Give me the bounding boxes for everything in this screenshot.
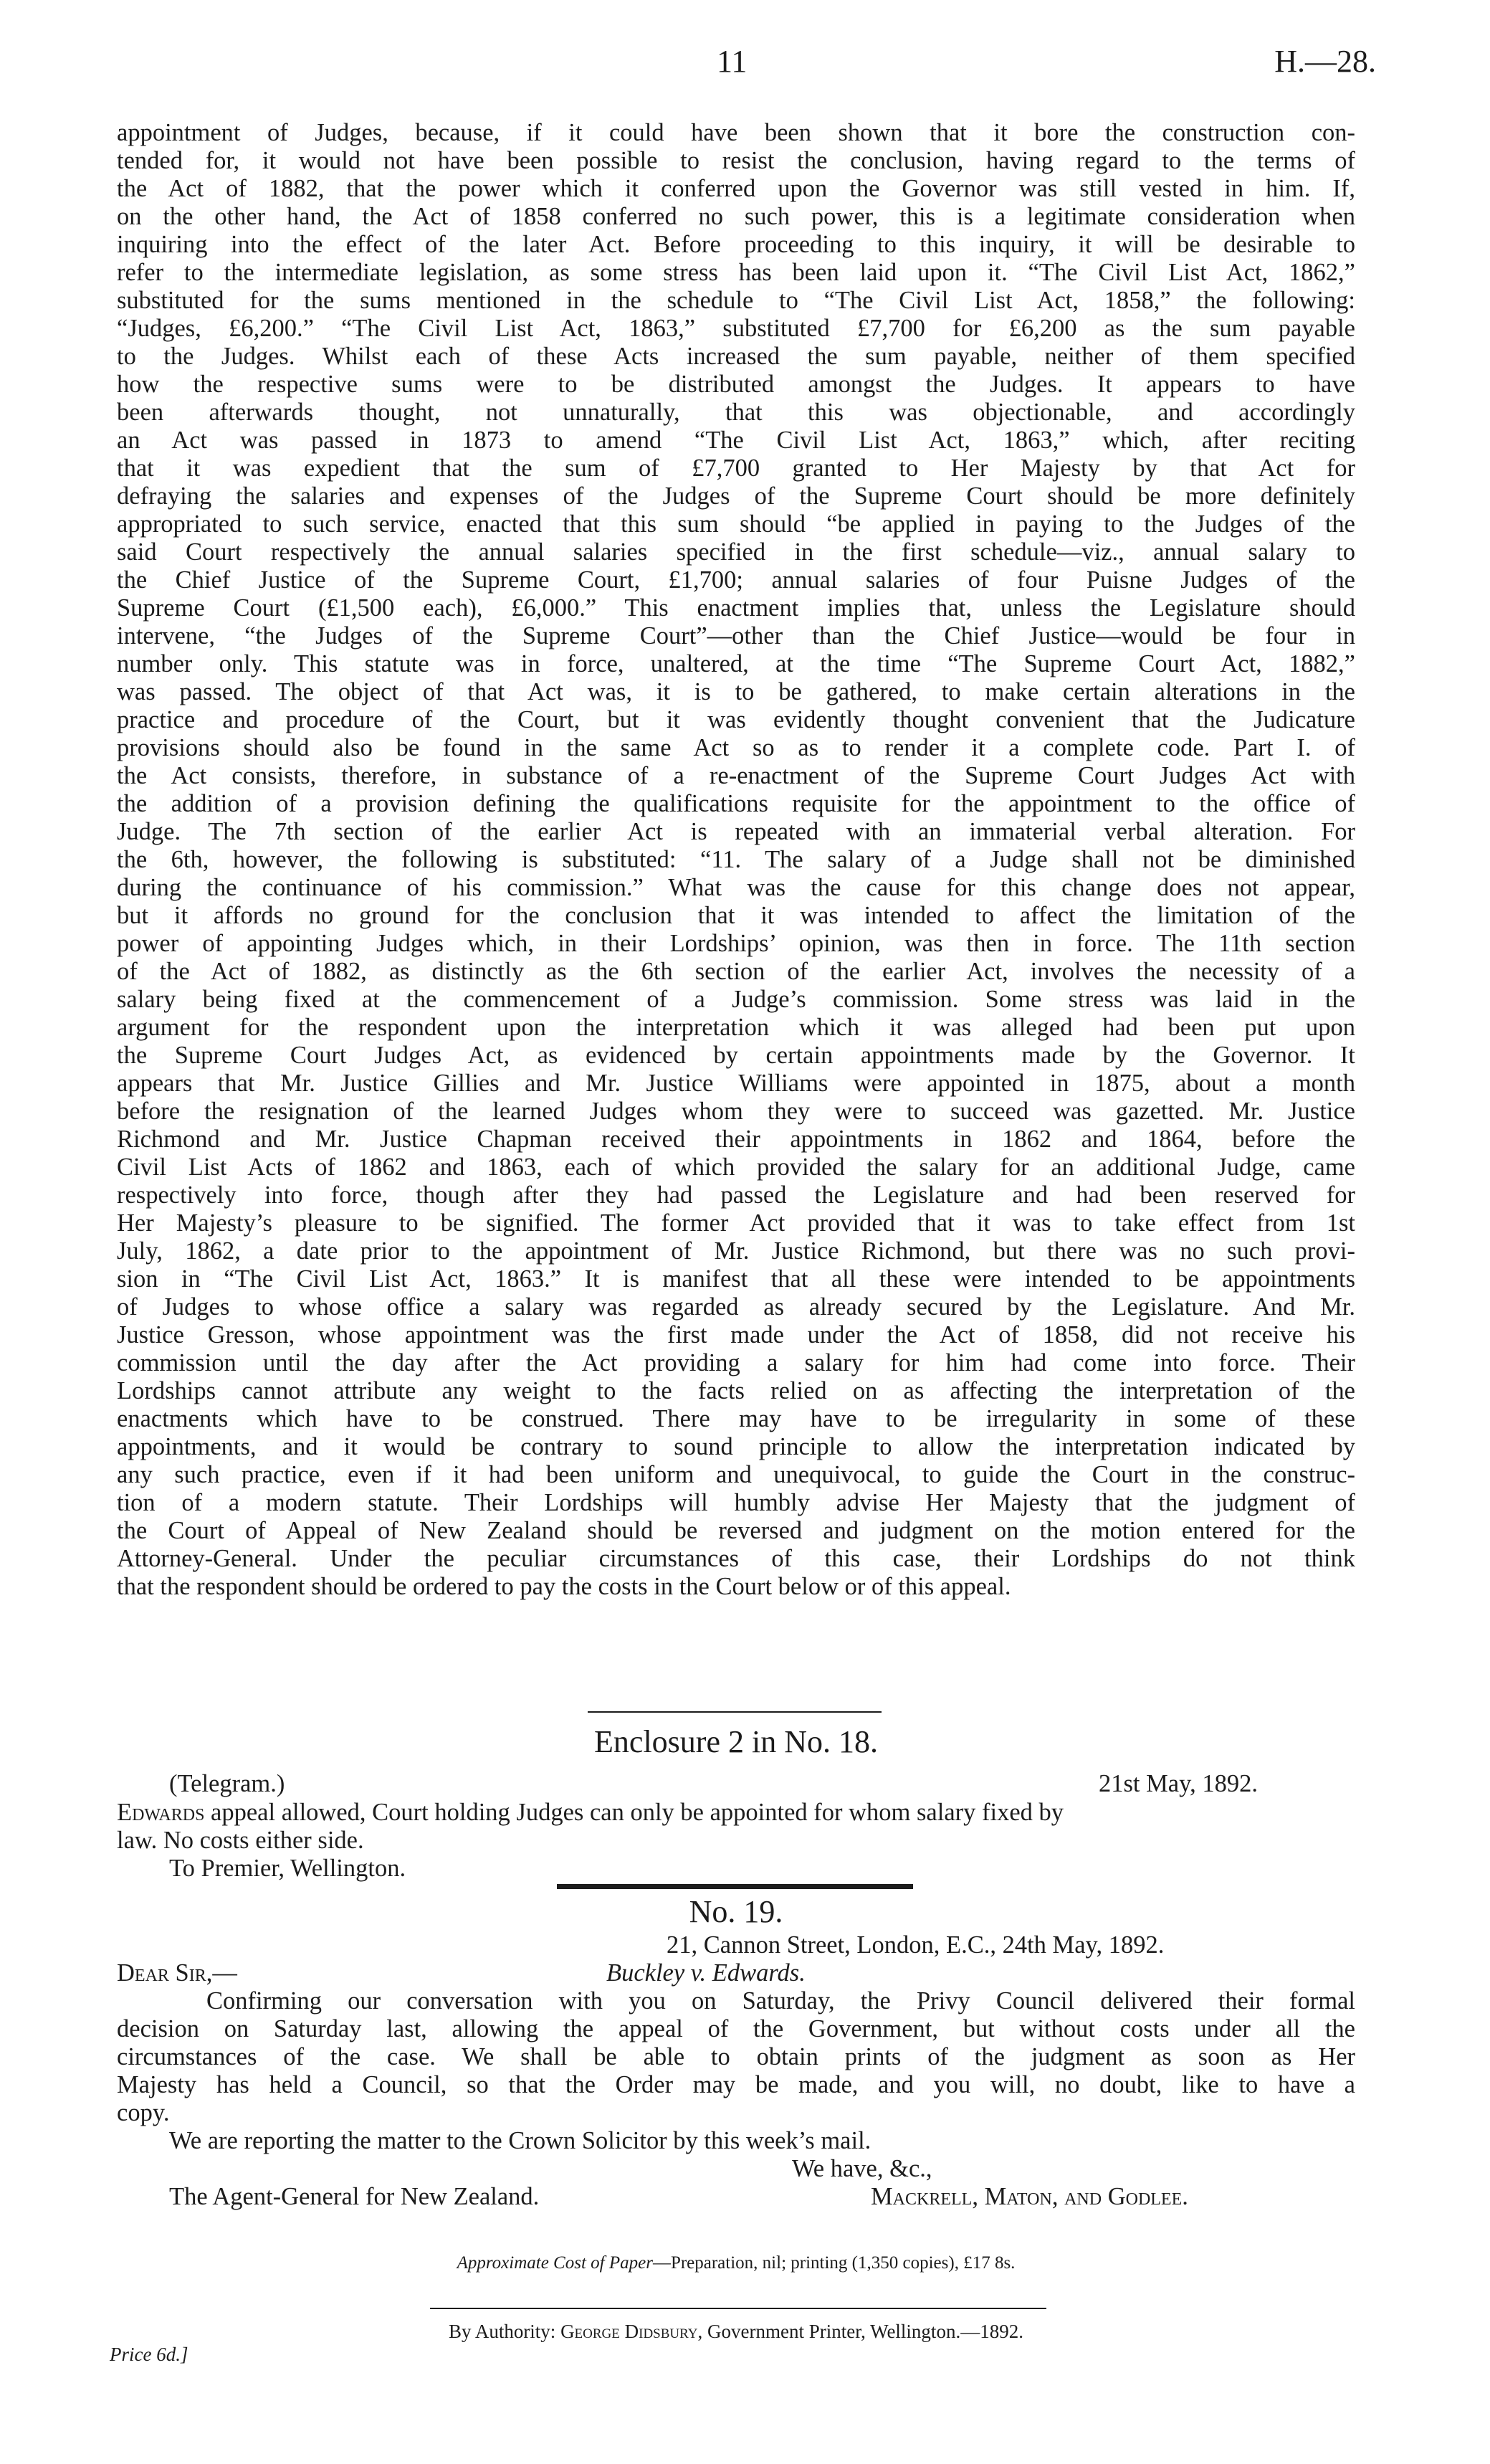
text-line: commission until the day after the Act providing a salary for him had come into force. Their — [117, 1349, 1355, 1376]
authority-prefix: By Authority: — [449, 2321, 556, 2342]
case-title-text: Buckley v. Edwards. — [606, 1959, 806, 1987]
text-line: appears that Mr. Justice Gillies and Mr. Justice Williams were appointed in 1875, about a month — [117, 1070, 1355, 1097]
text-line: “Judges, £6,200.” “The Civil List Act, 1863,” substituted £7,700 for £6,200 as the sum payable — [117, 315, 1355, 342]
text-line: substituted for the sums mentioned in the schedule to “The Civil List Act, 1858,” the following: — [117, 287, 1355, 314]
text-line: of the Act of 1882, as distinctly as the 6th section of the earlier Act, involves the necessity of a — [117, 958, 1355, 985]
text-line: any such practice, even if it had been uniform and unequivocal, to guide the Court in the construc- — [117, 1461, 1355, 1488]
telegram-body-line-2: law. No costs either side. — [117, 1827, 364, 1854]
text-line: appointment of Judges, because, if it could have been shown that it bore the construction con- — [117, 119, 1355, 146]
telegram-recipient: To Premier, Wellington. — [169, 1855, 406, 1882]
price-label: Price 6d.] — [110, 2344, 188, 2365]
text-line: was passed. The object of that Act was, it is to be gathered, to make certain alterations in the — [117, 678, 1355, 705]
letter-line: Confirming our conversation with you on Saturday, the Privy Council delivered their formal — [206, 1987, 1355, 2015]
letter-heading: No. 19. — [689, 1894, 783, 1929]
section-divider-bold — [557, 1884, 913, 1889]
text-line: how the respective sums were to be distributed amongst the Judges. It appears to have — [117, 371, 1355, 398]
letter-signatories: Mackrell, Maton, and Godlee. — [871, 2183, 1188, 2210]
text-line: practice and procedure of the Court, but it was evidently thought convenient that the Judicature — [117, 706, 1355, 733]
text-line: the Act of 1882, that the power which it conferred upon the Governor was still vested in him. If, — [117, 175, 1355, 202]
text-line: said Court respectively the annual salaries specified in the first schedule—viz., annual salary to — [117, 538, 1355, 566]
text-line: Attorney-General. Under the peculiar circumstances of this case, their Lordships do not think — [117, 1545, 1355, 1572]
letter-salutation: Dear Sir,— — [117, 1959, 237, 1987]
text-line: that it was expedient that the sum of £7,700 granted to Her Majesty by that Act for — [117, 455, 1355, 482]
telegram-label: (Telegram.) — [169, 1770, 285, 1797]
cost-label: Approximate Cost of Paper — [457, 2253, 653, 2273]
letter-case-title — [606, 1959, 806, 1987]
printer-name: George Didsbury — [560, 2321, 698, 2342]
letter-closing: We have, &c., — [792, 2155, 932, 2182]
telegram-body-line-1 — [117, 1799, 1064, 1827]
text-line: Civil List Acts of 1862 and 1863, each of which provided the salary for an additional Judge, came — [117, 1153, 1355, 1181]
text-line: the Act consists, therefore, in substance of a re-enactment of the Supreme Court Judges Act with — [117, 762, 1355, 789]
text-line: during the continuance of his commission.” What was the cause for this change does not appear, — [117, 874, 1355, 901]
text-line: July, 1862, a date prior to the appointment of Mr. Justice Richmond, but there was no such provi- — [117, 1237, 1355, 1265]
text-line: refer to the intermediate legislation, as some stress has been laid upon it. “The Civil List Act, 1862,” — [117, 259, 1355, 286]
text-line: provisions should also be found in the same Act so as to render it a complete code. Part I. of — [117, 734, 1355, 761]
letter-address: 21, Cannon Street, London, E.C., 24th May, 1892. — [667, 1931, 1165, 1959]
letter-reporting: We are reporting the matter to the Crown Solicitor by this week’s mail. — [169, 2127, 871, 2154]
telegram-sender: Edwards — [117, 1799, 205, 1826]
text-line: Richmond and Mr. Justice Chapman received their appointments in 1862 and 1864, before the — [117, 1126, 1355, 1153]
authority-suffix: , Government Printer, Wellington.—1892. — [697, 2321, 1023, 2342]
footer-rule — [430, 2308, 1046, 2309]
document-reference: H.—28. — [1274, 44, 1376, 79]
authority-line — [117, 2321, 1355, 2343]
text-line: enactments which have to be construed. There may have to be irregularity in some of these — [117, 1405, 1355, 1432]
letter-paragraph — [117, 1987, 1355, 2127]
enclosure-heading: Enclosure 2 in No. 18. — [594, 1724, 878, 1759]
text-line: appropriated to such service, enacted that this sum should “be applied in paying to the Judges of the — [117, 510, 1355, 538]
text-line: Her Majesty’s pleasure to be signified. The former Act provided that it was to take effect from 1st — [117, 1209, 1355, 1237]
cost-detail: —Preparation, nil; printing (1,350 copies), £17 8s. — [652, 2253, 1016, 2273]
text-line: the Chief Justice of the Supreme Court, £1,700; annual salaries of four Puisne Judges of the — [117, 566, 1355, 594]
text-line: the addition of a provision defining the qualifications requisite for the appointment to the office of — [117, 790, 1355, 817]
text-line: but it affords no ground for the conclusion that it was intended to affect the limitation of the — [117, 902, 1355, 929]
text-line: argument for the respondent upon the interpretation which it was alleged had been put upon — [117, 1014, 1355, 1041]
page-number: 11 — [717, 44, 748, 79]
text-line: of Judges to whose office a salary was regarded as already secured by the Legislature. And Mr. — [117, 1293, 1355, 1321]
text-line: tion of a modern statute. Their Lordships will humbly advise Her Majesty that the judgment of — [117, 1489, 1355, 1516]
text-line: Justice Gresson, whose appointment was the first made under the Act of 1858, did not receive his — [117, 1321, 1355, 1348]
text-line: to the Judges. Whilst each of these Acts increased the sum payable, neither of them specified — [117, 343, 1355, 370]
text-line: before the resignation of the learned Judges whom they were to succeed was gazetted. Mr. Justice — [117, 1098, 1355, 1125]
letter-recipient: The Agent-General for New Zealand. — [169, 2183, 540, 2210]
text-line: the Court of Appeal of New Zealand should be reversed and judgment on the motion entered for the — [117, 1517, 1355, 1544]
letter-line: Majesty has held a Council, so that the Order may be made, and you will, no doubt, like to have a — [117, 2071, 1355, 2098]
text-line: inquiring into the effect of the later Act. Before proceeding to this inquiry, it will be desirable to — [117, 231, 1355, 258]
text-line: defraying the salaries and expenses of the Judges of the Supreme Court should be more definitely — [117, 482, 1355, 510]
text-line: an Act was passed in 1873 to amend “The Civil List Act, 1863,” which, after reciting — [117, 427, 1355, 454]
letter-line: decision on Saturday last, allowing the appeal of the Government, but without costs under all the — [117, 2015, 1355, 2042]
text-line: intervene, “the Judges of the Supreme Court”—other than the Chief Justice—would be four in — [117, 622, 1355, 650]
text-line: on the other hand, the Act of 1858 conferred no such power, this is a legitimate consideration when — [117, 203, 1355, 230]
letter-line: copy. — [117, 2099, 170, 2126]
letter-line: circumstances of the case. We shall be able to obtain prints of the judgment as soon as Her — [117, 2043, 1355, 2070]
text-line: tended for, it would not have been possible to resist the conclusion, having regard to the terms of — [117, 147, 1355, 174]
text-line: appointments, and it would be contrary to sound principle to allow the interpretation indicated by — [117, 1433, 1355, 1460]
judgment-text — [117, 119, 1355, 1601]
text-line: power of appointing Judges which, in their Lordships’ opinion, was then in force. The 11th section — [117, 930, 1355, 957]
text-line: respectively into force, though after they had passed the Legislature and had been reserved for — [117, 1181, 1355, 1209]
text-line: the 6th, however, the following is substituted: “11. The salary of a Judge shall not be diminished — [117, 846, 1355, 873]
text-line: number only. This statute was in force, unaltered, at the time “The Supreme Court Act, 1882,” — [117, 650, 1355, 677]
telegram-date: 21st May, 1892. — [1099, 1770, 1259, 1797]
text-line: that the respondent should be ordered to pay the costs in the Court below or of this appeal. — [117, 1573, 1011, 1600]
section-divider — [588, 1711, 882, 1713]
text-line: Supreme Court (£1,500 each), £6,000.” This enactment implies that, unless the Legislature should — [117, 594, 1355, 622]
text-line: salary being fixed at the commencement of a Judge’s commission. Some stress was laid in the — [117, 986, 1355, 1013]
text-line: sion in “The Civil List Act, 1863.” It is manifest that all these were intended to be appointments — [117, 1265, 1355, 1293]
text-line: Lordships cannot attribute any weight to the facts relied on as affecting the interpretation of the — [117, 1377, 1355, 1404]
telegram-text: appeal allowed, Court holding Judges can only be appointed for whom salary fixed by — [204, 1799, 1064, 1826]
text-line: Judge. The 7th section of the earlier Act is repeated with an immaterial verbal alteration. For — [117, 818, 1355, 845]
cost-note — [117, 2253, 1355, 2273]
text-line: the Supreme Court Judges Act, as evidenced by certain appointments made by the Governor. It — [117, 1042, 1355, 1069]
text-line: been afterwards thought, not unnaturally, that this was objectionable, and accordingly — [117, 399, 1355, 426]
